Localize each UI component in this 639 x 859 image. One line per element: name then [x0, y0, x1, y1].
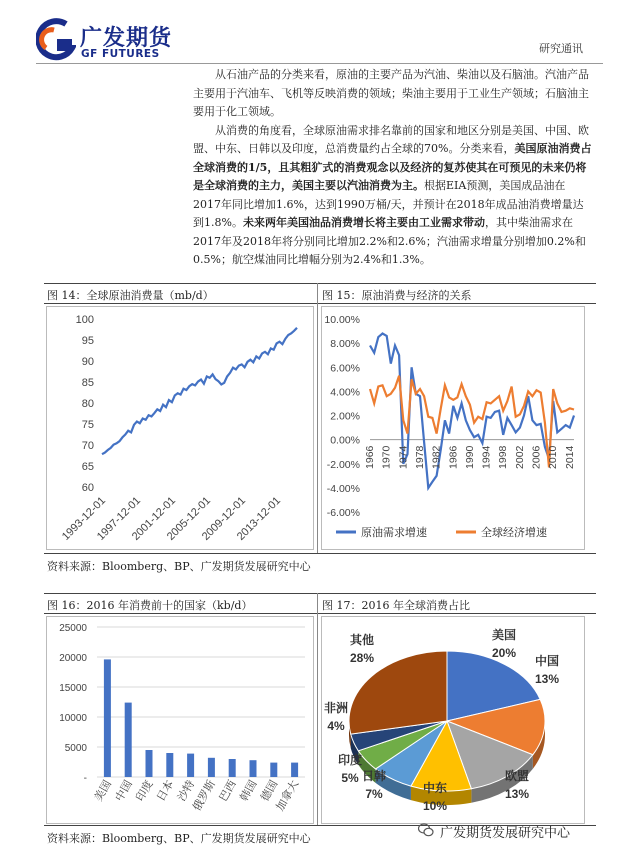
- logo-en: GF FUTURES: [81, 48, 160, 60]
- fig14-x-tick: 1997-12-01: [94, 494, 144, 543]
- fig17-label: 非洲: [323, 701, 349, 715]
- fig-row1-vdivider: [317, 283, 318, 553]
- fig17-label: 美国: [491, 628, 517, 642]
- fig17-label: 欧盟: [504, 769, 530, 783]
- fig16-bar: [187, 754, 194, 777]
- p2-text-e: ，其中柴油需求在2017年及2018年将分别同比增加2.2%和2.6%；汽油需求增量分别增加0.2%和0.5%；航空煤油同比增幅分别为2.4%和1.3%。: [193, 216, 586, 266]
- fig-row2-title-rule: [44, 613, 596, 614]
- fig17-label: 中东: [422, 781, 448, 795]
- fig15-x-tick: 2014: [563, 445, 576, 469]
- fig-row1-bottom-rule: [44, 553, 596, 554]
- fig16-bar: [104, 659, 111, 777]
- fig15-legend-label-0: 原油需求增速: [361, 527, 427, 539]
- fig16-y-tick: 10000: [59, 713, 87, 724]
- fig16-x-tick: 美国: [92, 778, 114, 804]
- fig14-y-tick: 75: [81, 419, 94, 431]
- fig14-series-line: [102, 328, 297, 454]
- fig16-bar: [146, 750, 153, 777]
- fig15-x-tick: 2002: [513, 445, 526, 469]
- fig16-x-tick: 德国: [259, 778, 281, 804]
- fig16-panel: [46, 616, 314, 824]
- logo-cn: 广发期货: [80, 26, 173, 51]
- gf-logo-icon: [36, 18, 76, 62]
- fig15-x-tick: 1966: [364, 445, 376, 469]
- fig16-chart: [47, 617, 313, 823]
- fig15-y-tick: 4.00%: [330, 386, 360, 399]
- fig-row1-top-rule: [44, 283, 596, 284]
- fig15-y-tick: 8.00%: [330, 338, 360, 351]
- fig16-x-tick: 韩国: [238, 778, 260, 804]
- fig16-bar: [125, 703, 132, 777]
- fig14-y-tick: 60: [81, 482, 94, 494]
- fig17-value-label: 28%: [349, 651, 375, 665]
- fig14-x-tick: 1993-12-01: [59, 494, 109, 543]
- fig15-y-tick: 6.00%: [330, 362, 360, 375]
- fig14-y-tick: 80: [81, 398, 94, 410]
- wechat-account-label: 广发期货发展研究中心: [440, 826, 571, 841]
- fig14-x-tick: 2013-12-01: [234, 494, 284, 543]
- fig15-x-tick: 1978: [413, 445, 426, 469]
- fig14-y-tick: 100: [75, 314, 94, 326]
- fig16-x-tick: 加拿大: [274, 778, 302, 814]
- fig16-x-tick: 印度: [134, 778, 156, 804]
- paragraph-1: 从石油产品的分类来看，原油的主要产品为汽油、柴油以及石脑油。汽油产品主要用于汽油车、飞机等反映消费的领域；柴油主要用于工业生产领域；石脑油主要用于化工领域。: [193, 68, 589, 118]
- fig15-y-tick: 0.00%: [330, 434, 360, 447]
- fig15-x-tick: 1970: [380, 445, 393, 469]
- fig14-y-tick: 95: [81, 335, 94, 347]
- fig17-label: 印度: [337, 753, 363, 767]
- fig16-y-tick: 15000: [59, 683, 87, 694]
- p2-bold-d: 未来两年美国油品消费增长将主要由工业需求带动: [242, 216, 485, 229]
- p2-bold-b: 美国原油消费占全球消费的1/5，且其粗犷式的消费观念以及经济的复苏使其在可预见的未来仍将是全球消费的主力，美国主要以汽油消费为主。: [193, 142, 592, 192]
- fig15-y-tick: 10.00%: [324, 314, 360, 326]
- fig15-x-tick: 1994: [480, 445, 493, 469]
- fig14-y-tick: 90: [81, 356, 94, 368]
- fig15-x-tick: 1998: [497, 445, 510, 469]
- fig16-y-tick: 20000: [59, 653, 87, 664]
- fig17-value-label: 4%: [327, 719, 345, 733]
- fig14-x-tick: 2009-12-01: [199, 494, 249, 543]
- fig17-value-label: 7%: [365, 787, 383, 801]
- fig15-y-tick: -4.00%: [326, 482, 360, 495]
- fig16-bar: [208, 758, 215, 777]
- fig17-label: 日韩: [361, 769, 387, 783]
- fig16-bar: [229, 759, 236, 777]
- fig15-title: 图 15：原油消费与经济的关系: [322, 289, 472, 302]
- fig16-x-tick: 巴西: [217, 778, 239, 804]
- fig15-y-tick: -6.00%: [326, 507, 360, 519]
- fig15-x-tick: 1986: [447, 445, 460, 469]
- fig14-panel: [46, 306, 314, 550]
- fig17-value-label: 13%: [534, 672, 560, 686]
- fig16-x-tick: 沙特: [175, 778, 198, 804]
- fig15-x-tick: 2010: [547, 445, 560, 469]
- fig15-chart: [322, 307, 584, 549]
- fig15-panel: [321, 306, 585, 550]
- fig15-x-tick: 2006: [530, 445, 543, 469]
- fig14-x-tick: 2005-12-01: [164, 494, 214, 543]
- source-note-1: 资料来源：Bloomberg、BP、广发期货发展研究中心: [47, 560, 311, 573]
- fig15-y-tick: -2.00%: [326, 458, 360, 471]
- fig15-y-tick: 2.00%: [330, 410, 360, 423]
- body-text: [193, 66, 593, 270]
- fig17-value-label: 20%: [491, 646, 517, 660]
- header-divider: [36, 63, 603, 64]
- fig16-x-tick: 俄罗斯: [191, 778, 218, 814]
- fig16-x-tick: 日本: [155, 778, 177, 804]
- company-logo: [36, 18, 186, 62]
- fig14-x-tick: 2001-12-01: [129, 494, 179, 543]
- p2-text-c: 根据EIA预测，美国成品油在2017年同比增加1.6%，达到1990万桶/天，并预计在2018年成品油消费增量达到1.8%。: [193, 179, 584, 229]
- fig14-y-tick: 70: [81, 440, 94, 452]
- fig15-x-tick: 1990: [463, 445, 476, 469]
- fig16-x-tick: 中国: [113, 778, 135, 804]
- fig17-title: 图 17：2016 年全球消费占比: [322, 599, 470, 612]
- fig16-bar: [166, 753, 173, 777]
- fig17-label: 其他: [349, 633, 375, 647]
- fig17-panel: [321, 616, 585, 824]
- fig14-title: 图 14：全球原油消费量（mb/d）: [47, 289, 214, 302]
- source-note-2: 资料来源：Bloomberg、BP、广发期货发展研究中心: [47, 832, 311, 845]
- fig17-chart: [322, 617, 584, 823]
- fig17-value-label: 13%: [504, 787, 530, 801]
- fig16-title: 图 16：2016 年消费前十的国家（kb/d）: [47, 599, 253, 612]
- fig-row2-top-rule: [44, 593, 596, 594]
- fig17-value-label: 5%: [341, 771, 359, 785]
- fig16-bar: [291, 763, 298, 777]
- wechat-icon: [418, 822, 434, 838]
- fig16-y-tick: 5000: [64, 743, 87, 754]
- fig16-y-tick: -: [83, 773, 87, 784]
- fig14-y-tick: 65: [81, 461, 94, 473]
- header-right-label: 研究通讯: [539, 42, 583, 55]
- fig14-chart: [47, 307, 313, 549]
- fig15-x-tick: 1974: [397, 445, 410, 469]
- fig-row1-title-rule: [44, 303, 596, 304]
- fig17-label: 中国: [534, 654, 560, 668]
- fig15-legend-label-1: 全球经济增速: [481, 527, 547, 539]
- paragraph-2: [193, 122, 593, 270]
- fig15-x-tick: 1982: [430, 445, 443, 469]
- fig-row2-vdivider: [317, 593, 318, 825]
- fig14-y-tick: 85: [81, 377, 94, 389]
- p2-text-a: 从消费的角度看，全球原油需求排名靠前的国家和地区分别是美国、中国、欧盟、中东、日韩以及印度，总消费量约占全球的70%。分类来看，: [193, 123, 589, 155]
- fig17-value-label: 10%: [422, 799, 448, 813]
- fig16-bar: [250, 760, 257, 777]
- fig16-y-tick: 25000: [59, 623, 87, 634]
- fig16-bar: [270, 763, 277, 777]
